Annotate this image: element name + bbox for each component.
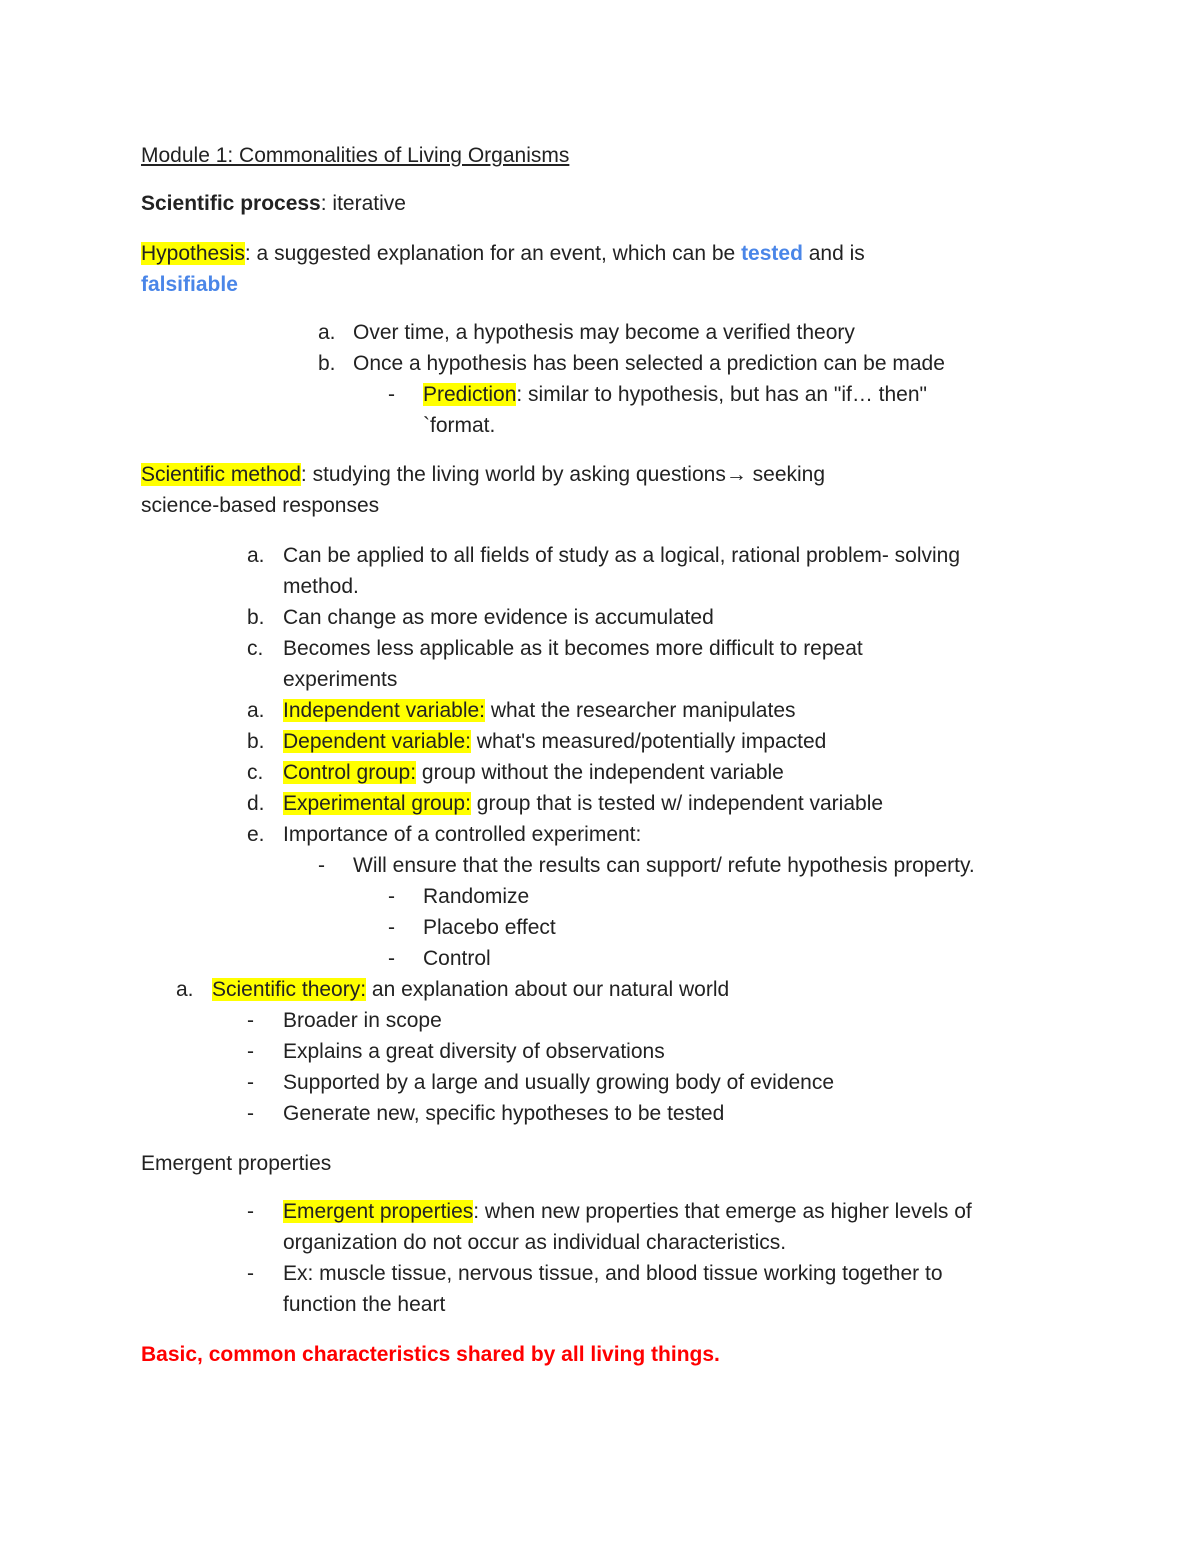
- list-item: Control: [423, 947, 491, 970]
- independent-variable-term: Independent variable:: [283, 699, 485, 722]
- list-marker: e.: [247, 823, 265, 846]
- list-item-continuation: organization do not occur as individual characteristics.: [283, 1231, 787, 1254]
- dependent-variable-definition: what's measured/potentially impacted: [470, 730, 827, 753]
- list-item: Placebo effect: [423, 916, 556, 939]
- list-item: Can be applied to all fields of study as a logical, rational problem- solving: [283, 544, 961, 567]
- list-item: Explains a great diversity of observations: [283, 1040, 665, 1063]
- list-marker: c.: [247, 761, 264, 784]
- bullet-marker: -: [388, 885, 395, 908]
- list-item: Can change as more evidence is accumulated: [283, 606, 714, 629]
- bullet-marker: -: [388, 947, 395, 970]
- list-item: Once a hypothesis has been selected a prediction can be made: [353, 352, 945, 375]
- bullet-marker: -: [247, 1262, 254, 1285]
- prediction-line: [423, 379, 927, 410]
- prediction-definition: : similar to hypothesis, but has an "if… then": [516, 383, 927, 406]
- experimental-group-item: [283, 788, 883, 819]
- list-marker: a.: [318, 321, 336, 344]
- hypothesis-definition-part2: and is: [802, 242, 865, 265]
- control-group-definition: group without the independent variable: [416, 761, 784, 784]
- dependent-variable-item: [283, 726, 826, 757]
- list-marker: c.: [247, 637, 264, 660]
- list-item-continuation: experiments: [283, 668, 398, 691]
- falsifiable-keyword: falsifiable: [141, 273, 238, 296]
- scientific-method-term: Scientific method: [141, 463, 301, 486]
- closing-heading: Basic, common characteristics shared by all living things.: [141, 1343, 720, 1366]
- hypothesis-term: Hypothesis: [141, 242, 245, 265]
- list-item: Randomize: [423, 885, 530, 908]
- scientific-process-term: Scientific process: [141, 192, 321, 215]
- list-marker: b.: [247, 730, 265, 753]
- bullet-marker: -: [247, 1102, 254, 1125]
- list-marker: a.: [247, 544, 265, 567]
- list-marker: d.: [247, 792, 265, 815]
- scientific-theory-definition: an explanation about our natural world: [366, 978, 730, 1001]
- experimental-group-definition: group that is tested w/ independent variable: [470, 792, 884, 815]
- list-marker: a.: [247, 699, 265, 722]
- bullet-marker: -: [388, 916, 395, 939]
- scientific-method-definition: : studying the living world by asking questions→ seeking: [300, 463, 826, 486]
- bullet-marker: -: [318, 854, 325, 877]
- list-item: Becomes less applicable as it becomes more difficult to repeat: [283, 637, 863, 660]
- bullet-marker: -: [247, 1200, 254, 1223]
- experimental-group-term: Experimental group:: [283, 792, 471, 815]
- control-group-item: [283, 757, 784, 788]
- prediction-continuation: `format.: [423, 414, 496, 437]
- list-item: Broader in scope: [283, 1009, 442, 1032]
- control-group-term: Control group:: [283, 761, 417, 784]
- list-marker: b.: [247, 606, 265, 629]
- list-item: Generate new, specific hypotheses to be tested: [283, 1102, 725, 1125]
- scientific-method-line: [141, 459, 825, 490]
- list-item-continuation: method.: [283, 575, 359, 598]
- scientific-process-definition: : iterative: [320, 192, 406, 215]
- page-title: Module 1: Commonalities of Living Organisms: [141, 144, 570, 167]
- emergent-properties-definition: : when new properties that emerge as higher levels of: [473, 1200, 972, 1223]
- bullet-marker: -: [388, 383, 395, 406]
- hypothesis-line: [141, 238, 865, 269]
- bullet-marker: -: [247, 1009, 254, 1032]
- list-item: Ex: muscle tissue, nervous tissue, and blood tissue working together to: [283, 1262, 943, 1285]
- independent-variable-definition: what the researcher manipulates: [485, 699, 796, 722]
- bullet-marker: -: [247, 1040, 254, 1063]
- scientific-process-line: [141, 188, 406, 219]
- list-item-continuation: function the heart: [283, 1293, 446, 1316]
- dependent-variable-term: Dependent variable:: [283, 730, 471, 753]
- prediction-term: Prediction: [423, 383, 517, 406]
- list-item: Supported by a large and usually growing body of evidence: [283, 1071, 835, 1094]
- scientific-method-continuation: science-based responses: [141, 494, 380, 517]
- emergent-properties-term: Emergent properties: [283, 1200, 474, 1223]
- scientific-theory-item: [212, 974, 729, 1005]
- list-item: Will ensure that the results can support/ refute hypothesis property.: [353, 854, 975, 877]
- tested-keyword: tested: [741, 242, 803, 265]
- hypothesis-definition-part1: : a suggested explanation for an event, which can be: [244, 242, 742, 265]
- scientific-theory-term: Scientific theory:: [212, 978, 367, 1001]
- independent-variable-item: [283, 695, 796, 726]
- list-item: Importance of a controlled experiment:: [283, 823, 642, 846]
- list-marker: a.: [176, 978, 194, 1001]
- section-heading: Emergent properties: [141, 1152, 332, 1175]
- emergent-properties-item: [283, 1196, 972, 1227]
- bullet-marker: -: [247, 1071, 254, 1094]
- list-marker: b.: [318, 352, 336, 375]
- list-item: Over time, a hypothesis may become a verified theory: [353, 321, 855, 344]
